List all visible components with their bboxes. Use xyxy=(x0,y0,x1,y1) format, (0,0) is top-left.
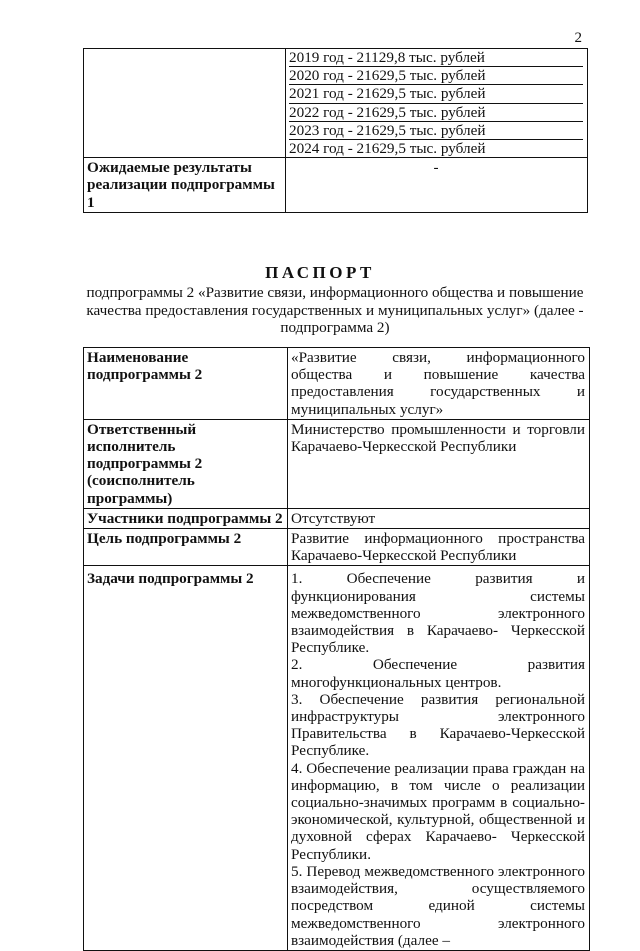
table-row xyxy=(84,348,590,420)
funding-table xyxy=(83,48,588,213)
expected-results-row xyxy=(84,158,588,213)
passport-table xyxy=(83,347,590,951)
expected-results-value: - xyxy=(286,158,588,213)
table-row xyxy=(84,419,590,508)
table-row xyxy=(84,529,590,566)
tasks-value xyxy=(288,566,590,950)
task-item-5: 5. Перевод межведомственного электронного взаимодействия, осуществляемого посредством единой системы межведомственного электронного взаимодействия (далее – xyxy=(291,862,585,949)
table-row xyxy=(84,508,590,528)
funding-row xyxy=(84,49,588,158)
table-row xyxy=(84,566,590,950)
participants-value: Отсутствуют xyxy=(288,508,590,528)
funding-line-2022: 2022 год - 21629,5 тыс. рублей xyxy=(289,104,583,122)
passport-subtitle: подпрограммы 2 «Развитие связи, информационного общества и повышение качества предоставления государственных и муниципальных услуг» (далее - подпрограмма 2) xyxy=(86,284,584,336)
subprogram-name-label: Наименование подпрограммы 2 xyxy=(84,348,288,420)
funding-label-cell xyxy=(84,49,286,158)
passport-title: ПАСПОРТ xyxy=(265,263,375,282)
funding-values-cell xyxy=(286,49,588,158)
participants-label: Участники подпрограммы 2 xyxy=(84,508,288,528)
responsible-executor-label: Ответственный исполнитель подпрограммы 2 (соисполнитель программы) xyxy=(84,419,288,508)
task-item-3: 3. Обеспечение развития региональной инфраструктуры электронного Правительства в Карачаево-Черкесской Республике. xyxy=(291,690,585,760)
task-item-1: 1. Обеспечение развития и функционирования системы межведомственного электронного взаимодействия в Карачаево- Черкесской Республике. xyxy=(291,570,585,657)
funding-line-2024: 2024 год - 21629,5 тыс. рублей xyxy=(289,140,486,158)
expected-results-label: Ожидаемые результаты реализации подпрограммы 1 xyxy=(84,158,286,213)
tasks-label: Задачи подпрограммы 2 xyxy=(84,566,288,950)
funding-line-2020: 2020 год - 21629,5 тыс. рублей xyxy=(289,67,583,85)
goal-label: Цель подпрограммы 2 xyxy=(84,529,288,566)
funding-line-2021: 2021 год - 21629,5 тыс. рублей xyxy=(289,85,583,103)
task-item-4: 4. Обеспечение реализации права граждан на информацию, в том числе о реализации социально-значимых программ в социально-экономической, культурной, общественной и духовной сферах Карачаево- Черкесской Республики. xyxy=(291,759,585,863)
responsible-executor-value: Министерство промышленности и торговли Карачаево-Черкесской Республики xyxy=(288,419,590,508)
funding-line-2019: 2019 год - 21129,8 тыс. рублей xyxy=(289,49,583,67)
task-item-2: 2. Обеспечение развития многофункциональных центров. xyxy=(291,656,585,691)
subprogram-name-value: «Развитие связи, информационного общества и повышение качества предоставления государственных и муниципальных услуг» xyxy=(288,348,590,420)
page-number: 2 xyxy=(574,30,582,46)
goal-value: Развитие информационного пространства Карачаево-Черкесской Республики xyxy=(288,529,590,566)
funding-line-2023: 2023 год - 21629,5 тыс. рублей xyxy=(289,122,583,140)
